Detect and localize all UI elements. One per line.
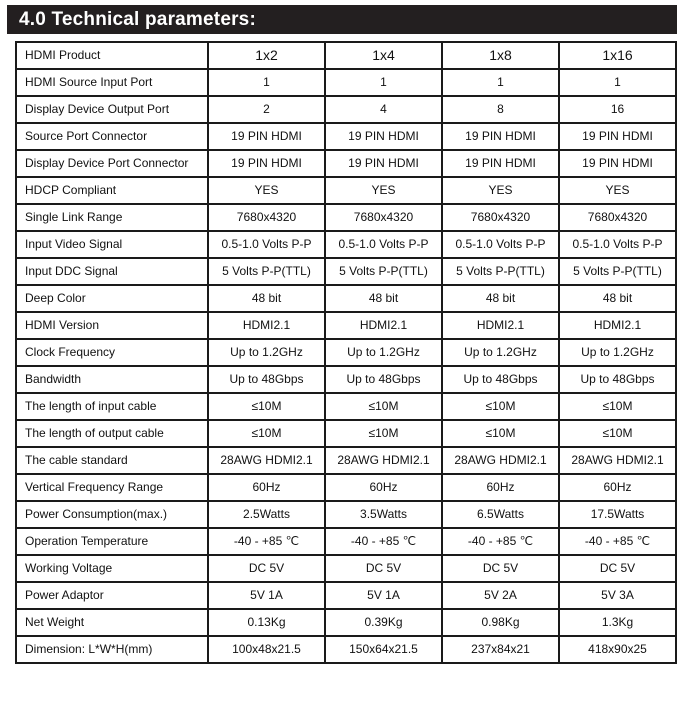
row-value-cell: 418x90x25 bbox=[559, 636, 676, 663]
row-value-cell: 2.5Watts bbox=[208, 501, 325, 528]
row-value-cell: 28AWG HDMI2.1 bbox=[442, 447, 559, 474]
row-value-cell: 48 bit bbox=[559, 285, 676, 312]
row-value-cell: 17.5Watts bbox=[559, 501, 676, 528]
row-value-cell: -40 - +85 ℃ bbox=[208, 528, 325, 555]
row-label-cell: Deep Color bbox=[16, 285, 208, 312]
row-value-cell: DC 5V bbox=[325, 555, 442, 582]
row-value-cell: 48 bit bbox=[442, 285, 559, 312]
row-value-cell: 5V 1A bbox=[208, 582, 325, 609]
row-value-cell: 1.3Kg bbox=[559, 609, 676, 636]
row-value-cell: 2 bbox=[208, 96, 325, 123]
row-value-cell: Up to 48Gbps bbox=[325, 366, 442, 393]
row-value-cell: Up to 1.2GHz bbox=[559, 339, 676, 366]
row-value-cell: 7680x4320 bbox=[559, 204, 676, 231]
row-value-cell: 19 PIN HDMI bbox=[559, 150, 676, 177]
row-label-cell: HDMI Version bbox=[16, 312, 208, 339]
row-value-cell: Up to 48Gbps bbox=[559, 366, 676, 393]
row-value-cell: HDMI2.1 bbox=[325, 312, 442, 339]
row-value-cell: -40 - +85 ℃ bbox=[559, 528, 676, 555]
row-value-cell: 1 bbox=[325, 69, 442, 96]
row-value-cell: 5V 1A bbox=[325, 582, 442, 609]
table-header-row bbox=[16, 42, 676, 69]
table-row bbox=[16, 636, 676, 663]
row-value-cell: 5 Volts P-P(TTL) bbox=[442, 258, 559, 285]
row-value-cell: Up to 1.2GHz bbox=[442, 339, 559, 366]
table-row bbox=[16, 447, 676, 474]
row-value-cell: 150x64x21.5 bbox=[325, 636, 442, 663]
row-label-cell: Vertical Frequency Range bbox=[16, 474, 208, 501]
table-row bbox=[16, 96, 676, 123]
table-row bbox=[16, 69, 676, 96]
row-label-cell: Bandwidth bbox=[16, 366, 208, 393]
row-value-cell: ≤10M bbox=[325, 420, 442, 447]
row-value-cell: ≤10M bbox=[559, 393, 676, 420]
table-row bbox=[16, 501, 676, 528]
row-value-cell: 16 bbox=[559, 96, 676, 123]
row-label-cell: Working Voltage bbox=[16, 555, 208, 582]
row-value-cell: 60Hz bbox=[442, 474, 559, 501]
row-value-cell: ≤10M bbox=[442, 393, 559, 420]
row-label-cell: The length of output cable bbox=[16, 420, 208, 447]
row-value-cell: 19 PIN HDMI bbox=[559, 123, 676, 150]
row-value-cell: ≤10M bbox=[208, 393, 325, 420]
row-value-cell: 60Hz bbox=[208, 474, 325, 501]
row-value-cell: 5 Volts P-P(TTL) bbox=[559, 258, 676, 285]
row-value-cell: 1 bbox=[442, 69, 559, 96]
header-model-cell: 1x2 bbox=[208, 42, 325, 69]
row-value-cell: 4 bbox=[325, 96, 442, 123]
row-value-cell: 1 bbox=[208, 69, 325, 96]
row-value-cell: 6.5Watts bbox=[442, 501, 559, 528]
row-value-cell: 60Hz bbox=[559, 474, 676, 501]
table-row bbox=[16, 555, 676, 582]
table-row bbox=[16, 474, 676, 501]
row-value-cell: 48 bit bbox=[208, 285, 325, 312]
row-label-cell: The length of input cable bbox=[16, 393, 208, 420]
row-label-cell: HDCP Compliant bbox=[16, 177, 208, 204]
row-value-cell: 28AWG HDMI2.1 bbox=[559, 447, 676, 474]
table-row bbox=[16, 258, 676, 285]
technical-parameters-table bbox=[15, 41, 677, 664]
row-value-cell: ≤10M bbox=[325, 393, 442, 420]
row-value-cell: 0.5-1.0 Volts P-P bbox=[325, 231, 442, 258]
row-label-cell: Operation Temperature bbox=[16, 528, 208, 555]
row-label-cell: The cable standard bbox=[16, 447, 208, 474]
row-value-cell: 7680x4320 bbox=[442, 204, 559, 231]
row-label-cell: Source Port Connector bbox=[16, 123, 208, 150]
section-title: 4.0 Technical parameters: bbox=[7, 5, 677, 34]
row-label-cell: Input Video Signal bbox=[16, 231, 208, 258]
row-value-cell: 19 PIN HDMI bbox=[442, 150, 559, 177]
row-label-cell: Display Device Port Connector bbox=[16, 150, 208, 177]
row-value-cell: 5V 2A bbox=[442, 582, 559, 609]
header-model-cell: 1x4 bbox=[325, 42, 442, 69]
row-value-cell: Up to 48Gbps bbox=[208, 366, 325, 393]
row-value-cell: 60Hz bbox=[325, 474, 442, 501]
row-value-cell: 0.13Kg bbox=[208, 609, 325, 636]
row-value-cell: -40 - +85 ℃ bbox=[442, 528, 559, 555]
table-row bbox=[16, 582, 676, 609]
row-value-cell: 5 Volts P-P(TTL) bbox=[208, 258, 325, 285]
row-value-cell: DC 5V bbox=[208, 555, 325, 582]
row-value-cell: 19 PIN HDMI bbox=[325, 150, 442, 177]
row-value-cell: 28AWG HDMI2.1 bbox=[208, 447, 325, 474]
table-row bbox=[16, 204, 676, 231]
header-model-cell: 1x8 bbox=[442, 42, 559, 69]
row-value-cell: Up to 48Gbps bbox=[442, 366, 559, 393]
header-label-cell: HDMI Product bbox=[16, 42, 208, 69]
table-row bbox=[16, 420, 676, 447]
row-value-cell: 237x84x21 bbox=[442, 636, 559, 663]
row-value-cell: ≤10M bbox=[208, 420, 325, 447]
row-value-cell: 5V 3A bbox=[559, 582, 676, 609]
row-value-cell: 0.5-1.0 Volts P-P bbox=[442, 231, 559, 258]
row-value-cell: 3.5Watts bbox=[325, 501, 442, 528]
table-row bbox=[16, 312, 676, 339]
row-value-cell: 0.39Kg bbox=[325, 609, 442, 636]
row-value-cell: 100x48x21.5 bbox=[208, 636, 325, 663]
row-value-cell: 0.5-1.0 Volts P-P bbox=[208, 231, 325, 258]
row-value-cell: 7680x4320 bbox=[325, 204, 442, 231]
row-value-cell: 28AWG HDMI2.1 bbox=[325, 447, 442, 474]
table-row bbox=[16, 285, 676, 312]
row-value-cell: YES bbox=[559, 177, 676, 204]
row-label-cell: Dimension: L*W*H(mm) bbox=[16, 636, 208, 663]
row-value-cell: 8 bbox=[442, 96, 559, 123]
row-value-cell: 19 PIN HDMI bbox=[208, 123, 325, 150]
row-value-cell: 0.5-1.0 Volts P-P bbox=[559, 231, 676, 258]
table-row bbox=[16, 393, 676, 420]
row-value-cell: YES bbox=[442, 177, 559, 204]
table-row bbox=[16, 366, 676, 393]
row-label-cell: HDMI Source Input Port bbox=[16, 69, 208, 96]
table-row bbox=[16, 231, 676, 258]
row-value-cell: HDMI2.1 bbox=[442, 312, 559, 339]
row-label-cell: Single Link Range bbox=[16, 204, 208, 231]
row-label-cell: Display Device Output Port bbox=[16, 96, 208, 123]
row-value-cell: HDMI2.1 bbox=[559, 312, 676, 339]
row-label-cell: Net Weight bbox=[16, 609, 208, 636]
table-row bbox=[16, 123, 676, 150]
row-value-cell: 0.98Kg bbox=[442, 609, 559, 636]
row-value-cell: Up to 1.2GHz bbox=[208, 339, 325, 366]
table-row bbox=[16, 177, 676, 204]
table-row bbox=[16, 150, 676, 177]
row-value-cell: 1 bbox=[559, 69, 676, 96]
row-label-cell: Clock Frequency bbox=[16, 339, 208, 366]
row-value-cell: 7680x4320 bbox=[208, 204, 325, 231]
table-body bbox=[16, 42, 676, 663]
row-value-cell: YES bbox=[325, 177, 442, 204]
row-value-cell: 19 PIN HDMI bbox=[325, 123, 442, 150]
row-value-cell: ≤10M bbox=[559, 420, 676, 447]
row-label-cell: Input DDC Signal bbox=[16, 258, 208, 285]
row-value-cell: DC 5V bbox=[559, 555, 676, 582]
table-row bbox=[16, 528, 676, 555]
header-model-cell: 1x16 bbox=[559, 42, 676, 69]
row-value-cell: 19 PIN HDMI bbox=[208, 150, 325, 177]
table-row bbox=[16, 609, 676, 636]
row-value-cell: 5 Volts P-P(TTL) bbox=[325, 258, 442, 285]
row-value-cell: Up to 1.2GHz bbox=[325, 339, 442, 366]
row-value-cell: 19 PIN HDMI bbox=[442, 123, 559, 150]
table-row bbox=[16, 339, 676, 366]
row-value-cell: YES bbox=[208, 177, 325, 204]
row-value-cell: 48 bit bbox=[325, 285, 442, 312]
row-value-cell: -40 - +85 ℃ bbox=[325, 528, 442, 555]
row-label-cell: Power Consumption(max.) bbox=[16, 501, 208, 528]
row-value-cell: DC 5V bbox=[442, 555, 559, 582]
row-value-cell: ≤10M bbox=[442, 420, 559, 447]
row-value-cell: HDMI2.1 bbox=[208, 312, 325, 339]
row-label-cell: Power Adaptor bbox=[16, 582, 208, 609]
